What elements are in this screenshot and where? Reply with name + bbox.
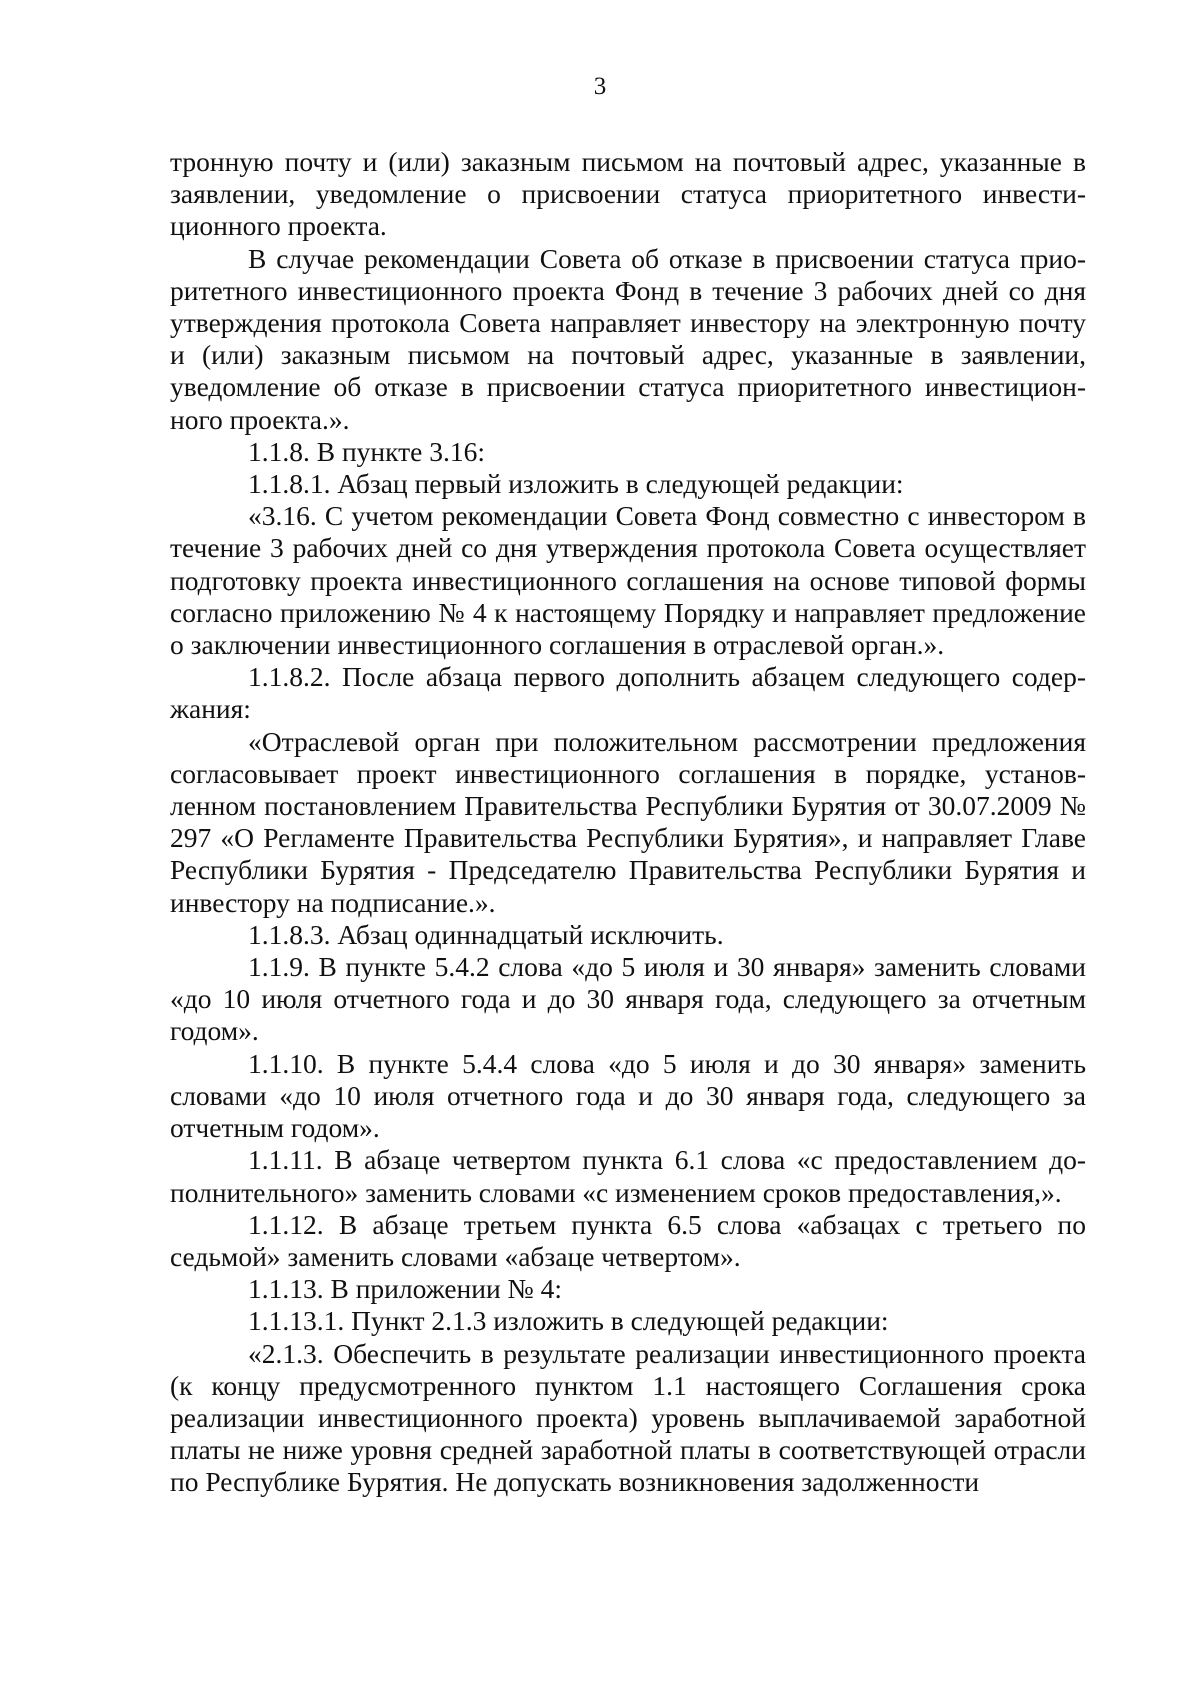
paragraph: 1.1.8. В пункте 3.16: — [248, 435, 486, 467]
paragraph: 1.1.8.1. Абзац первый изложить в следующей редакции: — [248, 468, 904, 500]
paragraph: «2.1.3. Обеспечить в результате реализации инвестиционного проекта (к концу предусмотренного пунктом 1.1 настоящего Соглашения срока реализации инвестиционного проекта) уровень выплачиваемой заработной платы не ниже уровня средней заработной платы в соответствующей отрасли по Республике Бурятия. Не допускать возникновения задолженности — [170, 1337, 1086, 1498]
page-number: 3 — [593, 73, 607, 100]
paragraph: «3.16. С учетом рекомендации Совета Фонд совместно с инвестором в течение 3 рабочих дней со дня утверждения протокола Совета осуществляет подготовку проекта инвестиционного соглашения на основе типовой формы согласно приложению № 4 к настоящему Порядку и направляет предложение о заключении инвестиционного соглашения в отраслевой орган.». — [170, 500, 1086, 661]
paragraph: 1.1.13. В приложении № 4: — [248, 1273, 563, 1305]
paragraph: В случае рекомендации Совета об отказе в присвоении статуса приоритетного инвестиционного проекта Фонд в течение 3 рабочих дней со дня утверждения протокола Совета направляет инвестору на электронную почту и (или) заказным письмом на почтовый адрес, указанные в заявлении, уведомление об отказе в присвоении статуса приоритетного инвестиционного проекта.». — [170, 242, 1086, 435]
paragraph: тронную почту и (или) заказным письмом на почтовый адрес, указанные в заявлении, уведомление о присвоении статуса приоритетного инвестиционного проекта. — [170, 146, 1086, 242]
paragraph: 1.1.13.1. Пункт 2.1.3 изложить в следующей редакции: — [248, 1305, 889, 1337]
paragraph: 1.1.9. В пункте 5.4.2 слова «до 5 июля и 30 января» заменить словами «до 10 июля отчетного года и до 30 января года, следующего за отчетным годом». — [170, 951, 1086, 1047]
paragraph: 1.1.8.3. Абзац одиннадцатый исключить. — [248, 918, 724, 950]
paragraph: 1.1.12. В абзаце третьем пункта 6.5 слова «абзацах с третьего по седьмой» заменить словами «абзаце четвертом». — [170, 1208, 1086, 1272]
paragraph: 1.1.8.2. После абзаца первого дополнить абзацем следующего содержания: — [170, 661, 1086, 725]
document-body — [170, 146, 1086, 1499]
paragraph: 1.1.10. В пункте 5.4.4 слова «до 5 июля и до 30 января» заменить словами «до 10 июля отчетного года и до 30 января года, следующего за отчетным годом». — [170, 1047, 1086, 1144]
paragraph: 1.1.11. В абзаце четвертом пункта 6.1 слова «с предоставлением дополнительного» заменить словами «с изменением сроков предоставления,». — [170, 1144, 1086, 1208]
paragraph: «Отраслевой орган при положительном рассмотрении предложения согласовывает проект инвестиционного соглашения в порядке, установленном постановлением Правительства Республики Бурятия от 30.07.2009 № 297 «О Регламенте Правительства Республики Бурятия», и направляет Главе Республики Бурятия - Председателю Правительства Республики Бурятия и инвестору на подписание.». — [170, 725, 1086, 918]
